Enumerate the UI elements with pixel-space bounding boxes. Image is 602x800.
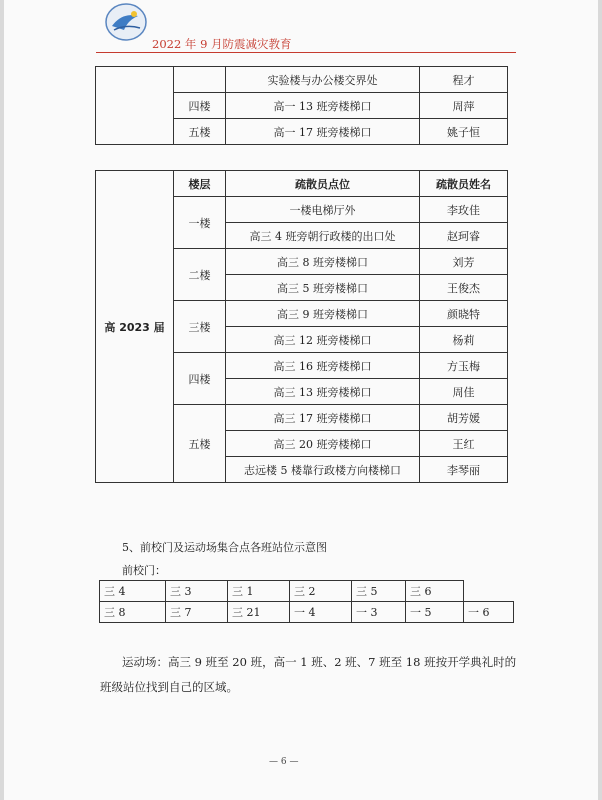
- floor-cell: 一楼: [174, 197, 226, 249]
- name-cell: 王俊杰: [420, 275, 508, 301]
- school-logo-icon: [104, 2, 148, 42]
- class-cell: 一 4: [290, 602, 352, 623]
- name-cell: 周萍: [420, 93, 508, 119]
- name-cell: 胡芳媛: [420, 405, 508, 431]
- location-cell: 高三 16 班旁楼梯口: [226, 353, 420, 379]
- header-location: 疏散员点位: [226, 171, 420, 197]
- header-name: 疏散员姓名: [420, 171, 508, 197]
- grade-cell: 高 2023 届: [96, 171, 174, 483]
- front-gate-label: 前校门：: [122, 564, 166, 577]
- name-cell: 姚子恒: [420, 119, 508, 145]
- floor-cell: 三楼: [174, 301, 226, 353]
- table-row: [100, 581, 514, 602]
- header-floor: 楼层: [174, 171, 226, 197]
- paragraph-line: 运动场：高三 9 班至 20 班，高一 1 班、2 班、7 班至 18 班按开学典礼时的: [122, 655, 517, 669]
- class-cell: 一 5: [406, 602, 464, 623]
- location-cell: 实验楼与办公楼交界处: [226, 67, 420, 93]
- class-cell: 一 3: [352, 602, 406, 623]
- evacuation-table-grade-2023: [95, 170, 508, 483]
- class-cell: 三 6: [406, 581, 464, 602]
- floor-cell: 四楼: [174, 93, 226, 119]
- class-cell: 三 1: [228, 581, 290, 602]
- class-cell-empty: [464, 581, 514, 602]
- class-cell: 三 7: [166, 602, 228, 623]
- paragraph-line: 班级站位找到自己的区域。: [100, 680, 238, 694]
- name-cell: 程才: [420, 67, 508, 93]
- name-cell: 杨莉: [420, 327, 508, 353]
- name-cell: 方玉梅: [420, 353, 508, 379]
- table-header-row: [96, 171, 508, 197]
- name-cell: 王红: [420, 431, 508, 457]
- name-cell: 赵珂睿: [420, 223, 508, 249]
- location-cell: 高三 13 班旁楼梯口: [226, 379, 420, 405]
- grade-cell-blank: [96, 67, 174, 145]
- table-row: [100, 602, 514, 623]
- name-cell: 刘芳: [420, 249, 508, 275]
- location-cell: 高三 5 班旁楼梯口: [226, 275, 420, 301]
- sports-field-paragraph: [100, 650, 520, 700]
- location-cell: 一楼电梯厅外: [226, 197, 420, 223]
- class-cell: 三 5: [352, 581, 406, 602]
- location-cell: 高一 17 班旁楼梯口: [226, 119, 420, 145]
- location-cell: 高三 9 班旁楼梯口: [226, 301, 420, 327]
- name-cell: 周佳: [420, 379, 508, 405]
- location-cell: 高三 17 班旁楼梯口: [226, 405, 420, 431]
- class-cell: 三 4: [100, 581, 166, 602]
- evacuation-table-continued: [95, 66, 508, 145]
- name-cell: 李琴丽: [420, 457, 508, 483]
- document-page: [4, 0, 598, 800]
- floor-cell: 五楼: [174, 405, 226, 483]
- class-cell: 三 3: [166, 581, 228, 602]
- class-cell: 三 21: [228, 602, 290, 623]
- floor-cell: 二楼: [174, 249, 226, 301]
- location-cell: 高三 8 班旁楼梯口: [226, 249, 420, 275]
- location-cell: 志远楼 5 楼靠行政楼方向楼梯口: [226, 457, 420, 483]
- section-title: 5、前校门及运动场集合点各班站位示意图: [122, 541, 327, 554]
- floor-cell: [174, 67, 226, 93]
- floor-cell: 四楼: [174, 353, 226, 405]
- header-title: 2022 年 9 月防震减灾教育: [152, 37, 292, 51]
- name-cell: 颜晓特: [420, 301, 508, 327]
- table-row: [96, 67, 508, 93]
- floor-cell: 五楼: [174, 119, 226, 145]
- location-cell: 高三 12 班旁楼梯口: [226, 327, 420, 353]
- location-cell: 高三 4 班旁朝行政楼的出口处: [226, 223, 420, 249]
- class-cell: 三 8: [100, 602, 166, 623]
- name-cell: 李玫佳: [420, 197, 508, 223]
- page-number: — 6 —: [269, 757, 299, 767]
- header-divider: [96, 52, 516, 53]
- front-gate-layout-table: [99, 580, 514, 623]
- location-cell: 高一 13 班旁楼梯口: [226, 93, 420, 119]
- class-cell: 一 6: [464, 602, 514, 623]
- location-cell: 高三 20 班旁楼梯口: [226, 431, 420, 457]
- class-cell: 三 2: [290, 581, 352, 602]
